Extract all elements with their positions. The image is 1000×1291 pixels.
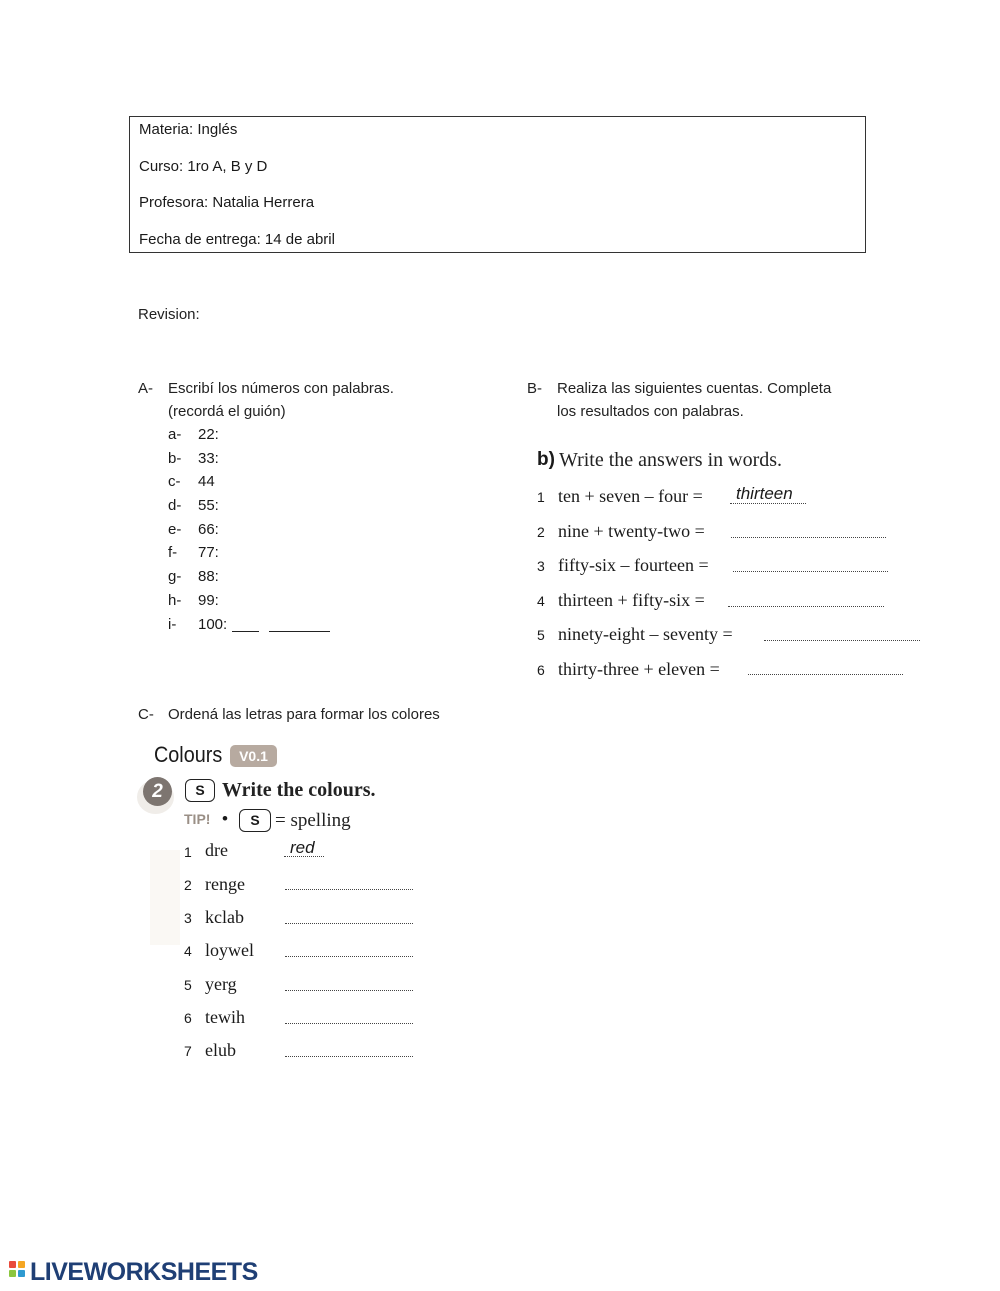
item-number: 4 (184, 943, 192, 959)
answer-line[interactable] (285, 956, 413, 957)
tip-s-box: S (239, 809, 271, 832)
item-label: h- (168, 592, 182, 609)
item-number: 4 (537, 593, 545, 609)
item-number: 6 (537, 662, 545, 678)
item-value: 100: (198, 616, 228, 633)
revision-label: Revision: (138, 306, 200, 323)
logo-square (18, 1270, 25, 1277)
answer-line[interactable] (728, 606, 884, 607)
answer-line[interactable] (731, 537, 886, 538)
item-number: 3 (537, 558, 545, 574)
section-a-note: (recordá el guión) (168, 403, 286, 420)
item-number: 2 (184, 877, 192, 893)
answer-line[interactable] (285, 1023, 413, 1024)
colours-list (184, 840, 424, 1065)
section-a-list (168, 426, 408, 646)
tip-bullet: • (222, 809, 228, 828)
math-list (537, 484, 937, 684)
scrambled-word: renge (205, 874, 245, 894)
answer-line[interactable] (764, 640, 920, 641)
math-expression: ten + seven – four = (558, 486, 703, 506)
item-number: 5 (184, 977, 192, 993)
answer-line[interactable] (285, 923, 413, 924)
section-b-instruction-2: los resultados con palabras. (557, 403, 744, 420)
answer-line[interactable] (285, 1056, 413, 1057)
scrambled-word: kclab (205, 907, 244, 927)
item-number: 1 (537, 489, 545, 505)
answer-line[interactable] (285, 990, 413, 991)
item-number: 2 (537, 524, 545, 540)
answer-line[interactable] (730, 503, 806, 504)
item-number: 3 (184, 910, 192, 926)
answer-line[interactable] (284, 856, 324, 857)
item-label: i- (168, 616, 177, 633)
version-badge: V0.1 (230, 745, 277, 767)
answer-line[interactable] (748, 674, 903, 675)
handwritten-answer: thirteen (736, 484, 793, 503)
logo-icon (9, 1261, 27, 1281)
math-expression: fifty-six – fourteen = (558, 555, 709, 575)
scrambled-word: dre (205, 840, 228, 860)
logo-square (9, 1270, 16, 1277)
logo-square (9, 1261, 16, 1268)
section-c-marker: C- (138, 706, 154, 723)
item-value: 66: (198, 521, 219, 538)
scrambled-word: tewih (205, 1007, 245, 1027)
item-value: 33: (198, 450, 219, 467)
item-label: d- (168, 497, 182, 514)
colours-title: Colours (154, 742, 223, 767)
scrambled-word: yerg (205, 974, 237, 994)
item-label: a- (168, 426, 182, 443)
item-number: 5 (537, 627, 545, 643)
scrambled-word: elub (205, 1040, 236, 1060)
math-expression: thirty-three + eleven = (558, 659, 720, 679)
item-label: g- (168, 568, 182, 585)
tip-label: TIP! (184, 811, 211, 827)
answer-line[interactable] (733, 571, 888, 572)
math-expression: thirteen + fifty-six = (558, 590, 705, 610)
math-expression: nine + twenty-two = (558, 521, 705, 541)
item-value: 55: (198, 497, 219, 514)
colours-exercise-title: Write the colours. (222, 779, 376, 801)
section-b-marker: B- (527, 380, 542, 397)
item-label: f- (168, 544, 178, 561)
item-value: 44 (198, 473, 215, 490)
answer-blank[interactable] (269, 619, 330, 632)
item-label: e- (168, 521, 182, 538)
item-value: 77: (198, 544, 219, 561)
brand-logo-text[interactable]: LIVEWORKSHEETS (30, 1258, 258, 1286)
section-b-instruction: Realiza las siguientes cuentas. Completa (557, 380, 832, 397)
section-c-instruction: Ordená las letras para formar los colores (168, 706, 440, 723)
answer-blank[interactable] (232, 619, 259, 632)
answer-line[interactable] (285, 889, 413, 890)
exercise-number-circle: 2 (143, 777, 172, 806)
item-label: b- (168, 450, 182, 467)
due-date-line: Fecha de entrega: 14 de abril (139, 231, 335, 248)
header-box (129, 116, 866, 253)
scan-shading (150, 850, 180, 945)
exercise-b-label: b) (537, 449, 555, 470)
section-a-instruction: Escribí los números con palabras. (168, 380, 394, 397)
spelling-s-box: S (185, 779, 215, 802)
item-number: 6 (184, 1010, 192, 1026)
teacher-line: Profesora: Natalia Herrera (139, 194, 315, 211)
item-value: 99: (198, 592, 219, 609)
item-number: 1 (184, 844, 192, 860)
scrambled-word: loywel (205, 940, 254, 960)
course-line: Curso: 1ro A, B y D (139, 158, 268, 175)
item-label: c- (168, 473, 181, 490)
math-expression: ninety-eight – seventy = (558, 624, 733, 644)
handwritten-answer: red (290, 838, 315, 857)
item-number: 7 (184, 1043, 192, 1059)
section-a-marker: A- (138, 380, 153, 397)
subject-line: Materia: Inglés (139, 121, 238, 138)
item-value: 22: (198, 426, 219, 443)
logo-square (18, 1261, 25, 1268)
exercise-b-title: Write the answers in words. (559, 449, 783, 471)
item-value: 88: (198, 568, 219, 585)
tip-text: = spelling (275, 810, 351, 831)
